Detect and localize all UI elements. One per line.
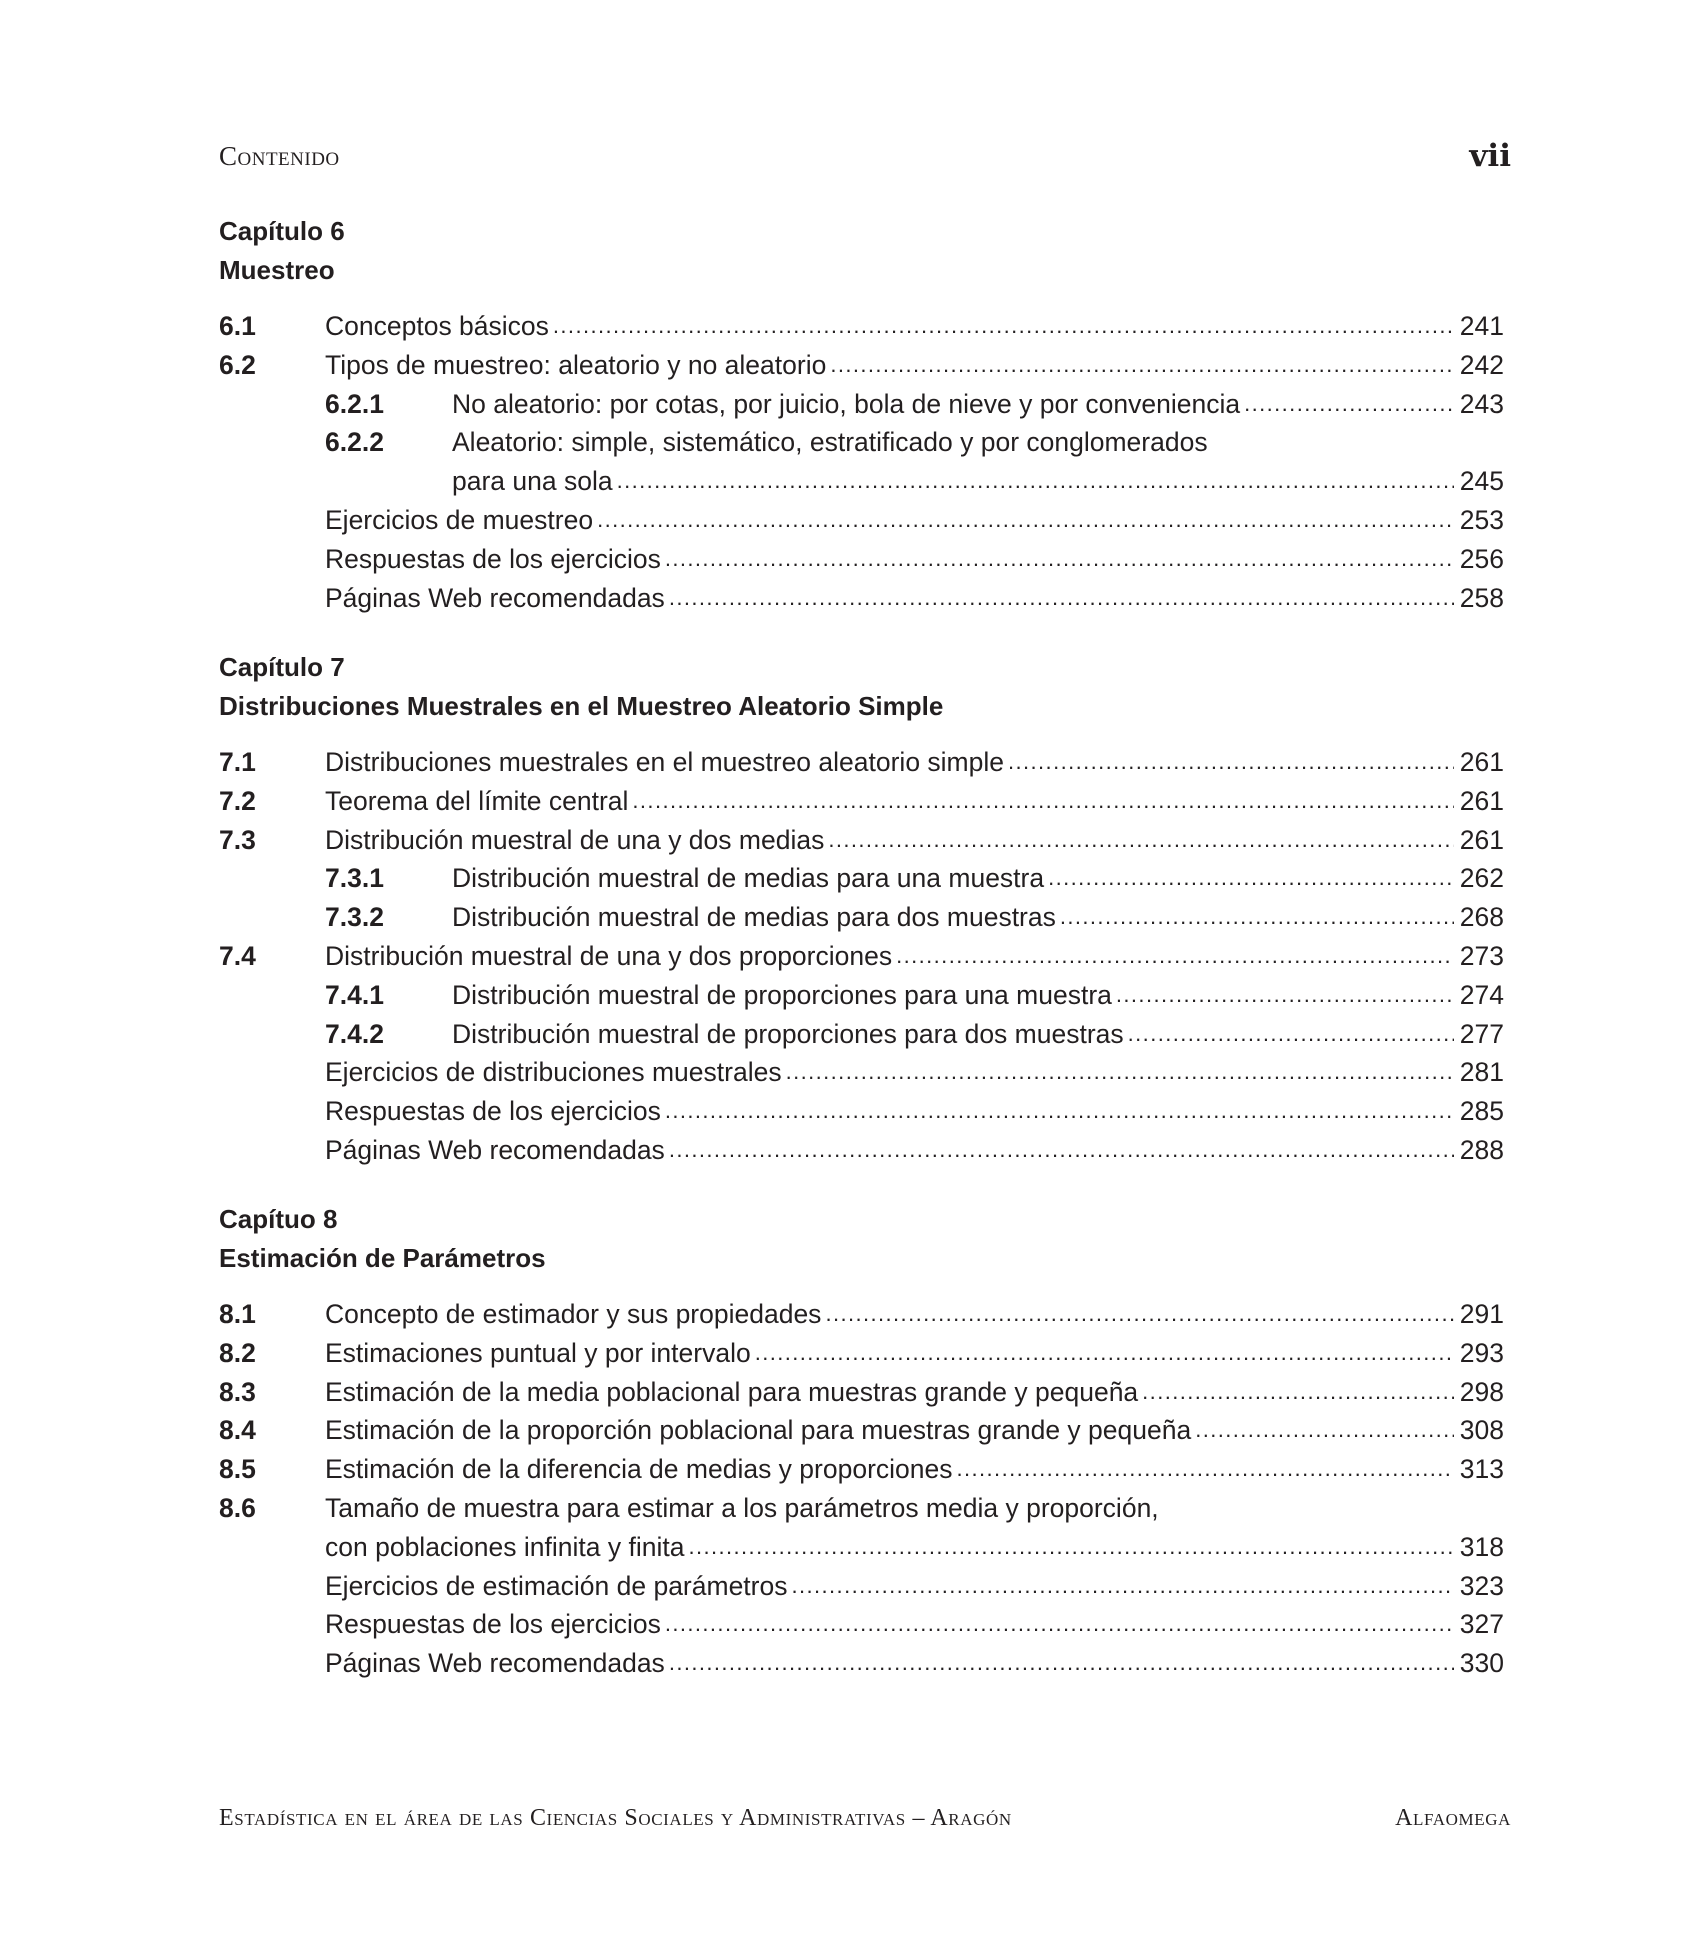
- toc-entry[interactable]: [219, 307, 1504, 346]
- entry-title: Ejercicios de distribuciones muestrales: [325, 1057, 782, 1088]
- section-number: 8.6: [219, 1492, 256, 1523]
- dot-leader: [665, 1092, 1454, 1131]
- entry-title: Distribución muestral de proporciones para dos muestras: [452, 1018, 1124, 1049]
- entry-page-number: 291: [1459, 1299, 1504, 1329]
- entry-page-number: 261: [1459, 785, 1504, 816]
- dot-leader: [1116, 976, 1454, 1015]
- dot-leader: [688, 1528, 1453, 1567]
- entry-title: Distribuciones muestrales en el muestreo aleatorio simple: [325, 747, 1004, 777]
- entry-page-number: 285: [1459, 1096, 1504, 1127]
- dot-leader: [828, 821, 1453, 860]
- entry-page-number: 261: [1459, 747, 1504, 777]
- toc-entry-list: [219, 307, 1504, 617]
- entry-page-number: 323: [1459, 1570, 1504, 1601]
- chapter-section: [219, 648, 1504, 1170]
- entry-page-number: 261: [1459, 824, 1504, 855]
- entry-title-line: Tamaño de muestra para estimar a los parámetros media y proporción,: [325, 1492, 1159, 1523]
- entry-leader-row: [325, 1528, 1504, 1567]
- toc-entry[interactable]: [219, 1131, 1504, 1170]
- toc-entry[interactable]: [219, 1092, 1504, 1131]
- entry-page-number: 256: [1459, 543, 1504, 574]
- entry-leader-row: [325, 1295, 1504, 1334]
- chapter-label: Capítuo 8: [219, 1204, 338, 1234]
- footer-book-title: Estadística en el área de las Ciencias Sociales y Administrativas – Aragón: [219, 1805, 1012, 1831]
- dot-leader: [825, 1295, 1453, 1334]
- subsection-number: 7.3.1: [325, 863, 384, 894]
- entry-title: Respuestas de los ejercicios: [325, 543, 661, 574]
- entry-page-number: 313: [1459, 1454, 1504, 1485]
- entry-page-number: 277: [1459, 1018, 1504, 1049]
- toc-entry[interactable]: [219, 1373, 1504, 1412]
- toc-entry[interactable]: [219, 937, 1504, 976]
- entry-title: para una sola: [452, 466, 613, 497]
- entry-page-number: 268: [1459, 902, 1504, 933]
- toc-entry[interactable]: [219, 1015, 1504, 1054]
- entry-page-number: 281: [1459, 1057, 1504, 1088]
- subsection-number: 6.2.2: [325, 427, 384, 458]
- section-number: 7.4: [219, 940, 256, 971]
- section-number: 8.4: [219, 1415, 256, 1446]
- page-footer: [219, 1805, 1511, 1835]
- toc-entry-line: [219, 423, 1504, 462]
- entry-title: Teorema del límite central: [325, 785, 629, 816]
- toc-entry[interactable]: [219, 540, 1504, 579]
- entry-page-number: 273: [1459, 940, 1504, 971]
- toc-entry[interactable]: [219, 1605, 1504, 1644]
- entry-title: Ejercicios de estimación de parámetros: [325, 1570, 788, 1601]
- toc-entry[interactable]: [219, 1528, 1504, 1567]
- toc-entry[interactable]: [219, 1334, 1504, 1373]
- entry-leader-row: [325, 307, 1504, 346]
- dot-leader: [830, 346, 1453, 385]
- toc-entry[interactable]: [219, 743, 1504, 782]
- dot-leader: [957, 1450, 1454, 1489]
- entry-page-number: 241: [1459, 311, 1504, 341]
- entry-leader-row: [325, 1131, 1504, 1170]
- subsection-number: 7.4.1: [325, 979, 384, 1010]
- section-number: 8.5: [219, 1454, 256, 1485]
- entry-page-number: 243: [1459, 388, 1504, 419]
- entry-page-number: 298: [1459, 1376, 1504, 1407]
- dot-leader: [632, 782, 1453, 821]
- entry-leader-row: [325, 1053, 1504, 1092]
- dot-leader: [755, 1334, 1454, 1373]
- page-number: vii: [1469, 138, 1511, 174]
- entry-leader-row: [325, 743, 1504, 782]
- entry-leader-row: [452, 976, 1504, 1015]
- toc-entry[interactable]: [219, 1450, 1504, 1489]
- entry-page-number: 318: [1459, 1531, 1504, 1562]
- footer-publisher: Alfaomega: [1395, 1805, 1511, 1831]
- entry-page-number: 258: [1459, 582, 1504, 613]
- toc-entry-list: [219, 1295, 1504, 1683]
- entry-title: Estimación de la diferencia de medias y proporciones: [325, 1454, 953, 1485]
- toc-entry[interactable]: [219, 1644, 1504, 1683]
- subsection-number: 6.2.1: [325, 388, 384, 419]
- dot-leader: [1008, 743, 1454, 782]
- section-number: 7.2: [219, 785, 256, 816]
- entry-page-number: 253: [1459, 504, 1504, 535]
- section-number: 6.1: [219, 311, 256, 341]
- dot-leader: [1060, 898, 1454, 937]
- entry-title: Distribución muestral de una y dos proporciones: [325, 940, 893, 971]
- subsection-number: 7.3.2: [325, 902, 384, 933]
- toc-entry[interactable]: [219, 1567, 1504, 1606]
- entry-leader-row: [325, 1567, 1504, 1606]
- entry-leader-row: [452, 1015, 1504, 1054]
- entry-page-number: 327: [1459, 1609, 1504, 1640]
- entry-page-number: 330: [1459, 1648, 1504, 1679]
- entry-page-number: 288: [1459, 1134, 1504, 1165]
- running-head-label: Contenido: [219, 141, 340, 171]
- chapter-section: [219, 1200, 1504, 1683]
- toc-entry-line: [219, 1489, 1504, 1528]
- entry-leader-row: [452, 462, 1504, 501]
- dot-leader: [669, 579, 1454, 618]
- entry-title: Distribución muestral de proporciones para una muestra: [452, 979, 1112, 1010]
- toc-entry[interactable]: [219, 1295, 1504, 1334]
- entry-leader-row: [452, 859, 1504, 898]
- section-number: 6.2: [219, 349, 256, 380]
- chapter-label: Capítulo 7: [219, 652, 345, 682]
- entry-leader-row: [325, 346, 1504, 385]
- dot-leader: [1195, 1411, 1454, 1450]
- section-number: 8.2: [219, 1337, 256, 1368]
- entry-page-number: 245: [1459, 466, 1504, 497]
- chapter-title: Muestreo: [219, 255, 335, 285]
- entry-title: Respuestas de los ejercicios: [325, 1609, 661, 1640]
- chapter-section: [219, 212, 1504, 617]
- entry-title: Ejercicios de muestreo: [325, 504, 594, 535]
- entry-leader-row: [325, 1092, 1504, 1131]
- entry-title: Tipos de muestreo: aleatorio y no aleatorio: [325, 349, 827, 380]
- dot-leader: [1128, 1015, 1454, 1054]
- entry-leader-row: [325, 821, 1504, 860]
- entry-title: Estimación de la proporción poblacional para muestras grande y pequeña: [325, 1415, 1192, 1446]
- entry-title: Respuestas de los ejercicios: [325, 1096, 661, 1127]
- entry-leader-row: [325, 937, 1504, 976]
- dot-leader: [1244, 385, 1454, 424]
- entry-leader-row: [325, 579, 1504, 618]
- toc-entry[interactable]: [219, 579, 1504, 618]
- dot-leader: [669, 1131, 1454, 1170]
- toc-entry[interactable]: [219, 385, 1504, 424]
- toc-entry[interactable]: [219, 346, 1504, 385]
- section-number: 8.3: [219, 1376, 256, 1407]
- section-number: 7.1: [219, 747, 256, 777]
- entry-leader-row: [325, 1411, 1504, 1450]
- dot-leader: [597, 501, 1454, 540]
- dot-leader: [896, 937, 1454, 976]
- entry-page-number: 293: [1459, 1337, 1504, 1368]
- entry-title: con poblaciones infinita y finita: [325, 1531, 685, 1562]
- toc-entry[interactable]: [219, 821, 1504, 860]
- chapter-title: Distribuciones Muestrales en el Muestreo Aleatorio Simple: [219, 691, 944, 721]
- running-head: [219, 136, 1511, 172]
- toc-entry[interactable]: [219, 1053, 1504, 1092]
- entry-leader-row: [325, 501, 1504, 540]
- dot-leader: [669, 1644, 1454, 1683]
- section-number: 7.3: [219, 824, 256, 855]
- toc-entry[interactable]: [219, 501, 1504, 540]
- toc-entry[interactable]: [219, 462, 1504, 501]
- entry-title: Distribución muestral de medias para una muestra: [452, 863, 1045, 894]
- entry-leader-row: [452, 898, 1504, 937]
- entry-leader-row: [325, 540, 1504, 579]
- dot-leader: [553, 307, 1454, 346]
- dot-leader: [617, 462, 1454, 501]
- dot-leader: [665, 540, 1454, 579]
- dot-leader: [665, 1605, 1454, 1644]
- toc-entry[interactable]: [219, 1411, 1504, 1450]
- entry-leader-row: [325, 1373, 1504, 1412]
- entry-title: Distribución muestral de medias para dos muestras: [452, 902, 1056, 933]
- toc-entry[interactable]: [219, 976, 1504, 1015]
- dot-leader: [1142, 1373, 1454, 1412]
- entry-title: No aleatorio: por cotas, por juicio, bola de nieve y por conveniencia: [452, 388, 1241, 419]
- entry-leader-row: [325, 1605, 1504, 1644]
- entry-title: Conceptos básicos: [325, 311, 549, 341]
- entry-page-number: 308: [1459, 1415, 1504, 1446]
- entry-page-number: 242: [1459, 349, 1504, 380]
- entry-leader-row: [452, 385, 1504, 424]
- entry-page-number: 274: [1459, 979, 1504, 1010]
- entry-title: Estimación de la media poblacional para muestras grande y pequeña: [325, 1376, 1139, 1407]
- entry-title: Distribución muestral de una y dos medias: [325, 824, 825, 855]
- section-number: 8.1: [219, 1299, 256, 1329]
- entry-title: Estimaciones puntual y por intervalo: [325, 1337, 751, 1368]
- toc-entry[interactable]: [219, 898, 1504, 937]
- entry-title: Páginas Web recomendadas: [325, 582, 665, 613]
- dot-leader: [786, 1053, 1454, 1092]
- toc-entry[interactable]: [219, 782, 1504, 821]
- entry-title: Páginas Web recomendadas: [325, 1134, 665, 1165]
- dot-leader: [791, 1567, 1453, 1606]
- toc-entry-list: [219, 743, 1504, 1170]
- chapter-title: Estimación de Parámetros: [219, 1243, 546, 1273]
- toc-entry[interactable]: [219, 859, 1504, 898]
- dot-leader: [1048, 859, 1454, 898]
- entry-page-number: 262: [1459, 863, 1504, 894]
- entry-leader-row: [325, 782, 1504, 821]
- chapter-label: Capítulo 6: [219, 216, 345, 246]
- entry-leader-row: [325, 1334, 1504, 1373]
- entry-title: Páginas Web recomendadas: [325, 1648, 665, 1679]
- entry-title-line: Aleatorio: simple, sistemático, estratificado y por conglomerados: [452, 427, 1208, 458]
- entry-leader-row: [325, 1450, 1504, 1489]
- subsection-number: 7.4.2: [325, 1018, 384, 1049]
- entry-title: Concepto de estimador y sus propiedades: [325, 1299, 822, 1329]
- entry-leader-row: [325, 1644, 1504, 1683]
